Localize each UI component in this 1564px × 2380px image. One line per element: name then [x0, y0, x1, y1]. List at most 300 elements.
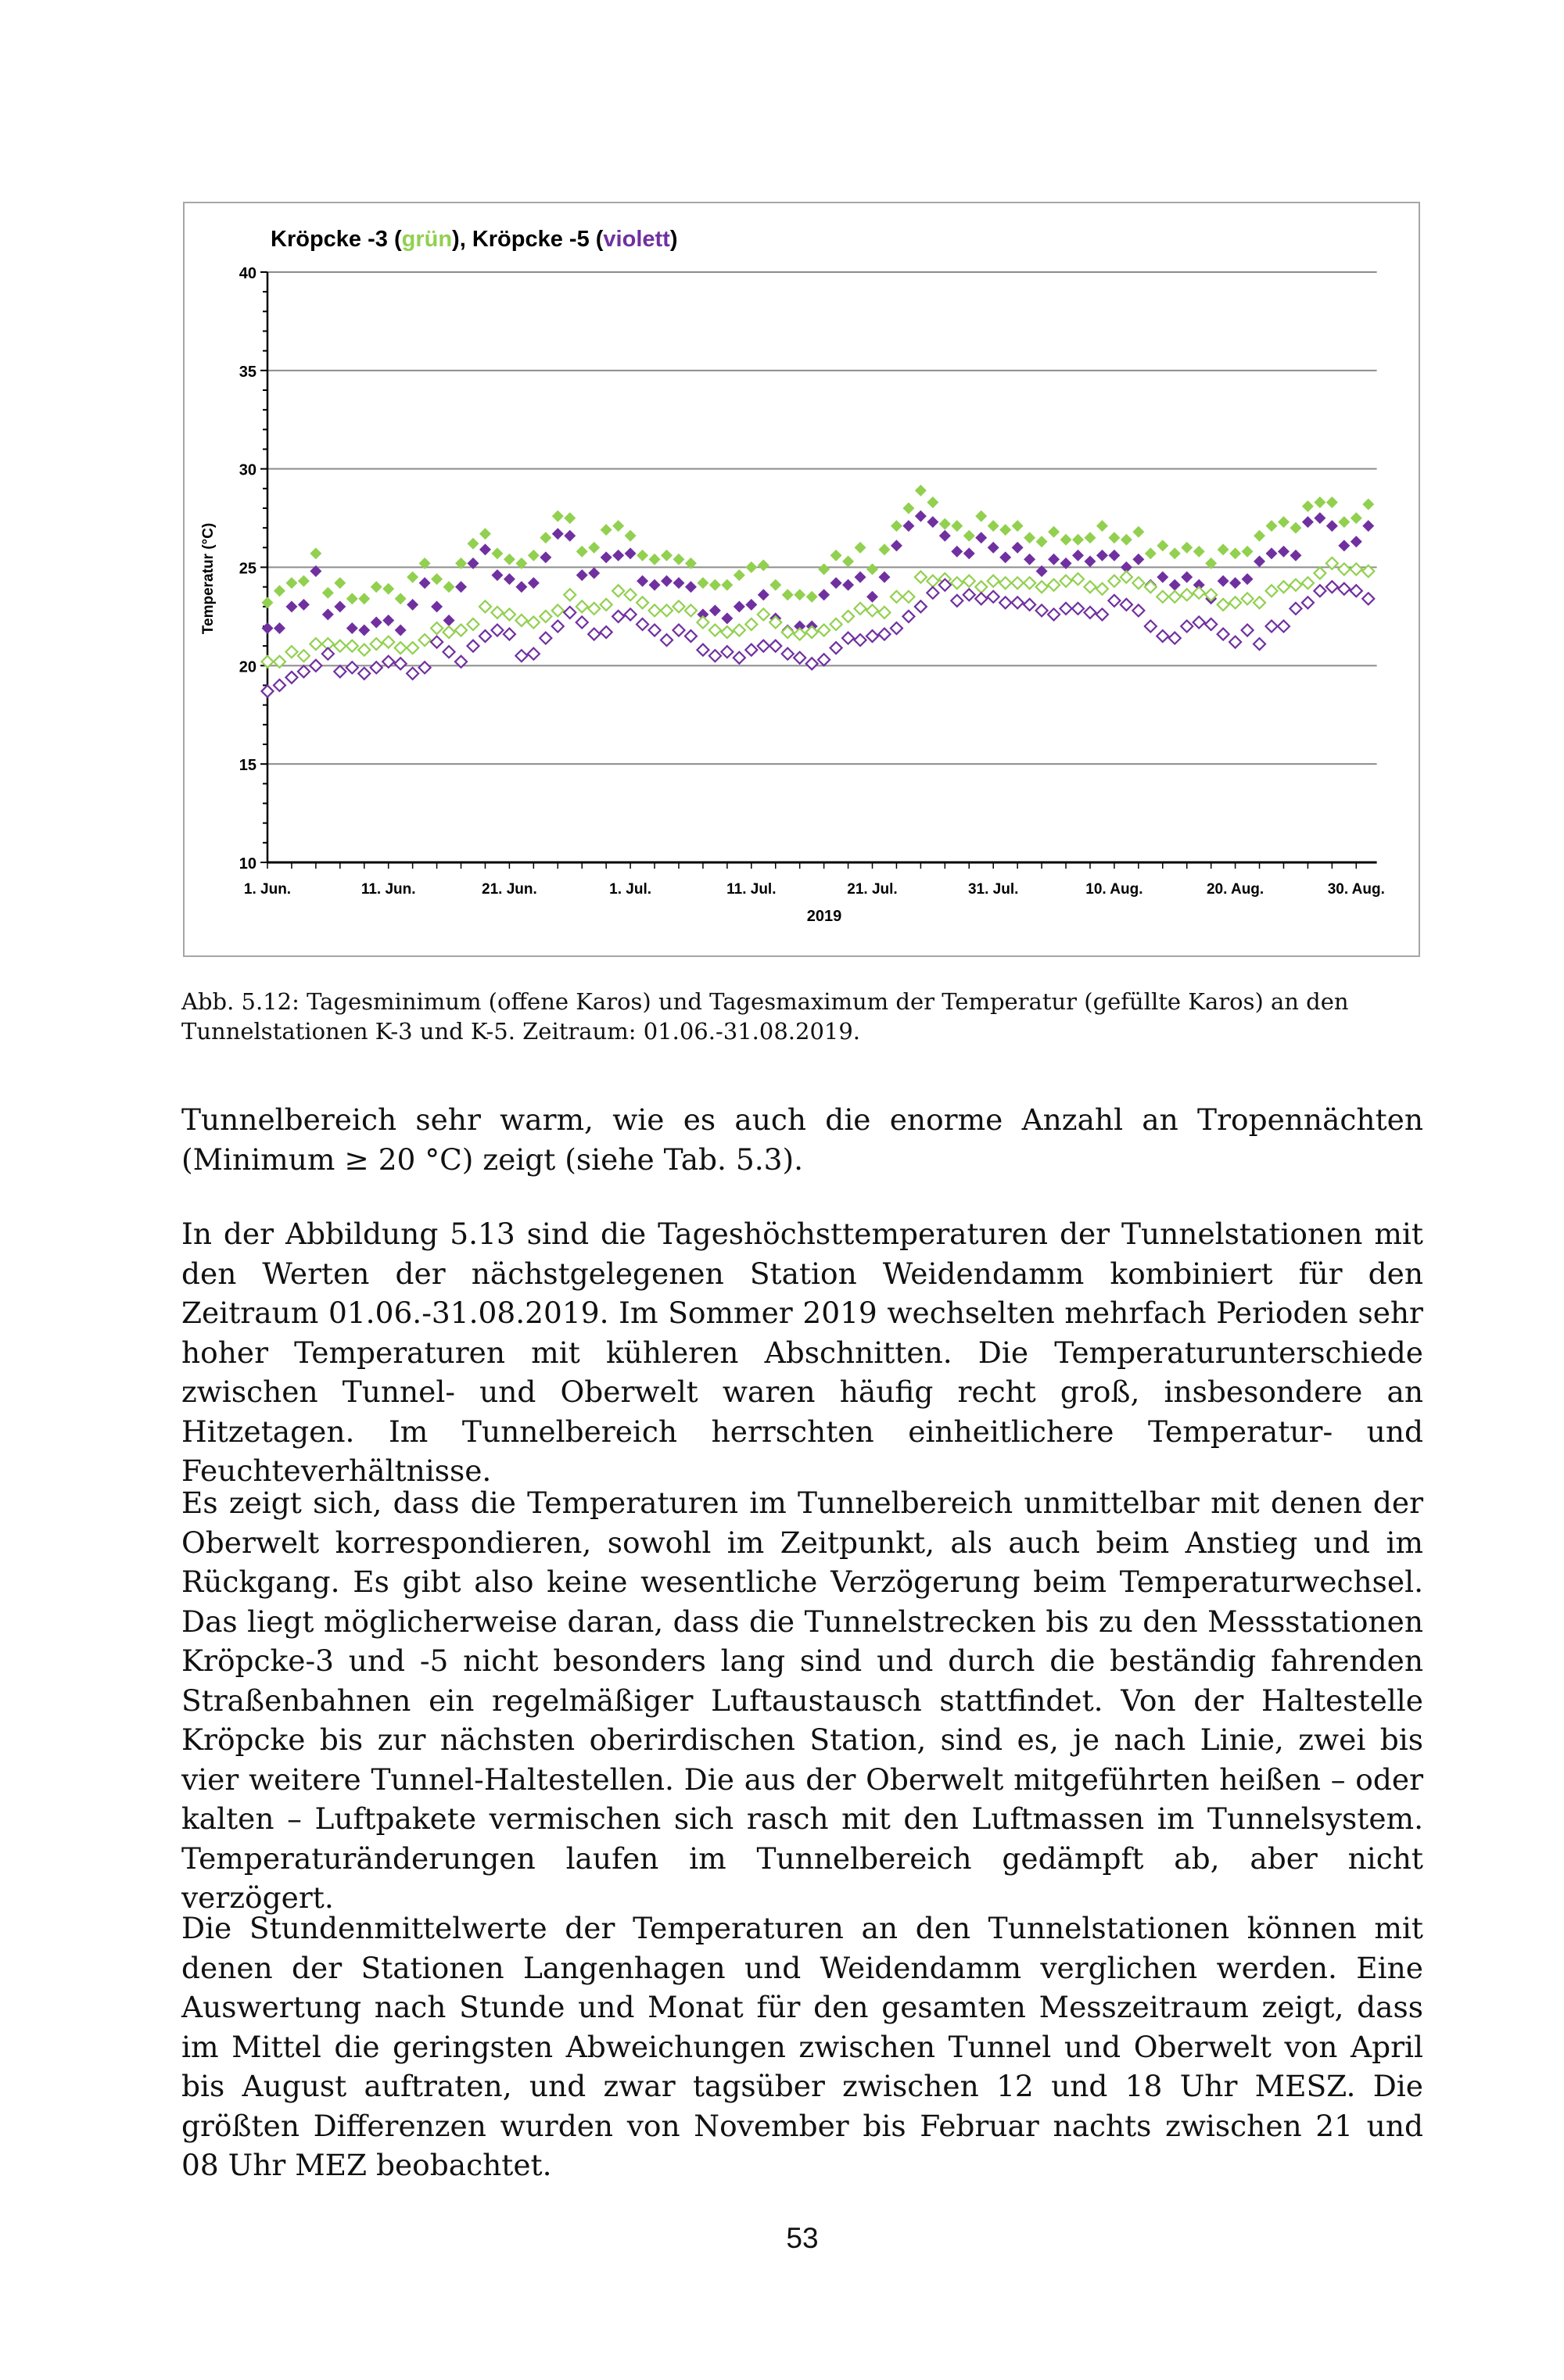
data-point-diamond: [637, 597, 648, 608]
data-point-diamond: [745, 618, 757, 630]
data-point-diamond: [685, 581, 697, 593]
data-point-diamond: [395, 642, 407, 654]
data-point-diamond: [685, 604, 697, 616]
data-point-diamond: [322, 587, 334, 599]
data-point-diamond: [782, 589, 794, 600]
data-point-diamond: [1072, 603, 1084, 615]
data-point-diamond: [1278, 546, 1290, 557]
data-point-diamond: [479, 630, 491, 642]
data-point-diamond: [649, 554, 661, 565]
figure-chart: [183, 202, 1420, 957]
data-point-diamond: [794, 589, 805, 600]
data-point-diamond: [975, 581, 987, 593]
y-tick-label: 20: [239, 658, 256, 676]
data-point-diamond: [649, 579, 661, 591]
data-point-diamond: [467, 538, 479, 550]
data-point-diamond: [673, 600, 684, 612]
data-point-diamond: [1205, 618, 1217, 630]
data-point-diamond: [661, 634, 673, 646]
data-point-diamond: [951, 546, 963, 557]
data-point-diamond: [734, 652, 745, 664]
data-point-diamond: [1072, 534, 1084, 546]
data-point-diamond: [407, 642, 418, 654]
data-point-diamond: [1036, 536, 1048, 547]
data-point-diamond: [552, 528, 564, 539]
data-point-diamond: [1302, 516, 1314, 528]
data-point-diamond: [1108, 550, 1120, 561]
data-point-diamond: [576, 600, 588, 612]
data-point-diamond: [479, 543, 491, 555]
data-point-diamond: [1181, 572, 1193, 583]
data-point-diamond: [939, 530, 951, 542]
data-point-diamond: [902, 503, 914, 514]
data-point-diamond: [1048, 526, 1060, 538]
data-point-diamond: [1338, 564, 1350, 575]
x-tick-label: 1. Jul.: [609, 881, 652, 898]
y-axis-label: Temperatur (°C): [200, 522, 217, 635]
data-point-diamond: [1218, 629, 1229, 640]
data-point-diamond: [504, 573, 515, 585]
data-point-diamond: [1218, 575, 1229, 587]
data-point-diamond: [310, 660, 321, 672]
data-point-diamond: [564, 589, 576, 600]
data-point-diamond: [745, 599, 757, 611]
data-point-diamond: [371, 581, 382, 593]
data-point-diamond: [1351, 512, 1362, 524]
data-point-diamond: [1242, 546, 1254, 557]
data-point-diamond: [1132, 604, 1144, 616]
data-point-diamond: [1145, 547, 1157, 559]
data-point-diamond: [951, 520, 963, 532]
data-point-diamond: [1351, 585, 1362, 597]
data-point-diamond: [855, 634, 866, 646]
y-tick-label: 25: [239, 560, 256, 578]
data-point-diamond: [601, 626, 612, 638]
data-point-diamond: [1084, 555, 1096, 567]
data-point-diamond: [1084, 581, 1096, 593]
data-point-diamond: [528, 648, 540, 660]
data-point-diamond: [637, 618, 648, 630]
data-point-diamond: [745, 644, 757, 656]
data-point-diamond: [709, 579, 721, 591]
data-point-diamond: [407, 572, 418, 583]
temperature-scatter-chart: [185, 203, 1419, 955]
data-point-diamond: [1278, 581, 1290, 593]
data-point-diamond: [346, 640, 358, 652]
data-point-diamond: [334, 600, 346, 612]
data-point-diamond: [1121, 534, 1132, 546]
data-point-diamond: [1024, 599, 1035, 611]
data-point-diamond: [1338, 539, 1350, 551]
data-point-diamond: [322, 608, 334, 620]
chart-title-part: ): [669, 227, 678, 252]
data-point-diamond: [1060, 603, 1072, 615]
data-point-diamond: [673, 554, 684, 565]
data-point-diamond: [794, 629, 805, 640]
data-point-diamond: [891, 520, 902, 532]
x-tick-label: 1. Jun.: [243, 881, 292, 898]
data-point-diamond: [1229, 597, 1241, 608]
data-point-diamond: [1048, 579, 1060, 591]
data-point-diamond: [564, 607, 576, 618]
data-point-diamond: [443, 646, 455, 658]
data-point-diamond: [999, 524, 1011, 536]
data-point-diamond: [612, 611, 624, 622]
y-tick-label: 15: [239, 757, 256, 775]
series-max-k5: [262, 511, 1375, 636]
data-point-diamond: [637, 575, 648, 587]
data-point-diamond: [1132, 554, 1144, 565]
data-point-diamond: [830, 618, 842, 630]
data-point-diamond: [1302, 500, 1314, 512]
data-point-diamond: [443, 581, 455, 593]
paragraph: In der Abbildung 5.13 sind die Tageshöchsttemperaturen der Tunnelstationen mit den Werten der nächstgelegenen Station Weidendamm kombiniert für den Zeitraum 01.06.-31.08.2019. Im Sommer 2019 wechselten mehrfach Perioden sehr hoher Temperaturen mit kühleren Abschnitten. Die Temperaturunterschiede zwischen Tunnel- und Oberwelt waren häufig recht groß, insbesondere an Hitzetagen. Im Tunnelbereich herrschten einheitlichere Temperatur- und Feuchteverhältnisse.: [181, 1217, 1423, 1488]
data-point-diamond: [1169, 633, 1181, 644]
data-point-diamond: [1314, 512, 1325, 524]
data-point-diamond: [673, 625, 684, 636]
data-point-diamond: [552, 621, 564, 633]
data-point-diamond: [758, 559, 769, 571]
data-point-diamond: [382, 583, 394, 595]
x-tick-label: 11. Jul.: [726, 881, 777, 898]
data-point-diamond: [878, 543, 890, 555]
data-point-diamond: [588, 542, 600, 554]
data-point-diamond: [1024, 577, 1035, 589]
data-point-diamond: [1169, 591, 1181, 603]
data-point-diamond: [709, 625, 721, 636]
data-point-diamond: [709, 604, 721, 616]
data-point-diamond: [915, 572, 927, 583]
data-point-diamond: [902, 591, 914, 603]
data-point-diamond: [721, 612, 733, 624]
data-point-diamond: [878, 572, 890, 583]
data-point-diamond: [818, 625, 830, 636]
data-point-diamond: [1218, 599, 1229, 611]
data-point-diamond: [842, 555, 854, 567]
data-point-diamond: [1096, 520, 1108, 532]
data-point-diamond: [1326, 581, 1338, 593]
data-point-diamond: [274, 679, 285, 691]
data-point-diamond: [661, 550, 673, 561]
data-point-diamond: [1242, 625, 1254, 636]
data-point-diamond: [540, 633, 551, 644]
data-point-diamond: [963, 575, 975, 587]
data-point-diamond: [1108, 575, 1120, 587]
data-point-diamond: [769, 579, 781, 591]
data-point-diamond: [576, 569, 588, 581]
data-point-diamond: [455, 581, 467, 593]
data-point-diamond: [382, 636, 394, 648]
x-tick-label: 20. Aug.: [1206, 881, 1264, 898]
data-point-diamond: [1314, 496, 1325, 508]
data-point-diamond: [285, 646, 297, 658]
data-point-diamond: [1290, 550, 1301, 561]
data-point-diamond: [1290, 522, 1301, 534]
data-point-diamond: [274, 585, 285, 597]
data-point-diamond: [540, 611, 551, 622]
data-point-diamond: [1193, 546, 1205, 557]
data-point-diamond: [1229, 636, 1241, 648]
data-point-diamond: [1096, 583, 1108, 595]
data-point-diamond: [1036, 581, 1048, 593]
data-point-diamond: [601, 551, 612, 563]
data-point-diamond: [939, 518, 951, 530]
data-point-diamond: [479, 600, 491, 612]
data-point-diamond: [479, 528, 491, 539]
data-point-diamond: [1193, 616, 1205, 628]
data-point-diamond: [1024, 554, 1035, 565]
data-point-diamond: [515, 581, 527, 593]
data-point-diamond: [1254, 638, 1265, 650]
data-point-diamond: [734, 569, 745, 581]
data-point-diamond: [1302, 577, 1314, 589]
data-point-diamond: [576, 616, 588, 628]
data-point-diamond: [431, 636, 443, 648]
data-point-diamond: [491, 625, 503, 636]
data-point-diamond: [758, 589, 769, 600]
paragraph: Es zeigt sich, dass die Temperaturen im Tunnelbereich unmittelbar mit denen der Oberwelt korrespondieren, sowohl im Zeitpunkt, als auch beim Anstieg und im Rückgang. Es gibt also keine wesentliche Verzögerung beim Temperaturwechsel. Das liegt möglicherweise daran, dass die Tunnelstrecken bis zu den Messstationen Kröpcke-3 und -5 nicht besonders lang sind und durch die beständig fahrenden Straßenbahnen ein regelmäßiger Luftaustausch stattfindet. Von der Haltestelle Kröpcke bis zur nächsten oberirdischen Station, sind es, je nach Linie, zwei bis vier weitere Tunnel-Haltestellen. Die aus der Oberwelt mitgeführten heißen – oder kalten – Luftpakete vermischen sich rasch mit den Luftmassen im Tunnelsystem. Temperaturänderungen laufen im Tunnelbereich gedämpft ab, aber nicht verzögert.: [181, 1486, 1423, 1915]
data-point-diamond: [1024, 532, 1035, 543]
data-point-diamond: [734, 625, 745, 636]
data-point-diamond: [999, 551, 1011, 563]
data-point-diamond: [709, 650, 721, 661]
data-point-diamond: [395, 658, 407, 669]
data-point-diamond: [1012, 577, 1024, 589]
data-point-diamond: [1157, 591, 1168, 603]
data-point-diamond: [431, 573, 443, 585]
series-min-k3: [262, 557, 1375, 668]
data-point-diamond: [358, 593, 370, 604]
data-point-diamond: [721, 646, 733, 658]
data-point-diamond: [649, 625, 661, 636]
data-point-diamond: [1145, 581, 1157, 593]
data-point-diamond: [963, 530, 975, 542]
data-point-diamond: [915, 485, 927, 496]
data-point-diamond: [866, 564, 878, 575]
data-point-diamond: [999, 597, 1011, 608]
data-point-diamond: [915, 511, 927, 522]
data-point-diamond: [866, 604, 878, 616]
x-tick-label: 21. Jul.: [847, 881, 898, 898]
data-point-diamond: [963, 547, 975, 559]
data-point-diamond: [346, 622, 358, 634]
data-point-diamond: [1157, 630, 1168, 642]
data-point-diamond: [999, 577, 1011, 589]
figure-caption: [181, 987, 1425, 1046]
data-point-diamond: [612, 550, 624, 561]
data-point-diamond: [891, 539, 902, 551]
data-point-diamond: [915, 600, 927, 612]
data-point-diamond: [552, 511, 564, 522]
y-tick-label: 10: [239, 855, 256, 873]
data-point-diamond: [310, 638, 321, 650]
data-point-diamond: [891, 622, 902, 634]
data-point-diamond: [1278, 516, 1290, 528]
data-point-diamond: [395, 625, 407, 636]
data-point-diamond: [855, 603, 866, 615]
data-point-diamond: [1314, 585, 1325, 597]
paragraph: Die Stundenmittelwerte der Temperaturen an den Tunnelstationen können mit denen der Stationen Langenhagen und Weidendamm verglichen werden. Eine Auswertung nach Stunde und Monat für den gesamten Messzeitraum zeigt, dass im Mittel die geringsten Abweichungen zwischen Tunnel und Oberwelt von April bis August auftraten, und zwar tagsüber zwischen 12 und 18 Uhr MESZ. Die größten Differenzen wurden von November bis Februar nachts zwischen 21 und 08 Uhr MEZ beobachtet.: [181, 1911, 1423, 2182]
x-tick-label: 21. Jun.: [482, 881, 537, 898]
data-point-diamond: [1048, 608, 1060, 620]
data-point-diamond: [1145, 621, 1157, 633]
data-point-diamond: [1290, 579, 1301, 591]
data-point-diamond: [1326, 496, 1338, 508]
data-point-diamond: [1036, 604, 1048, 616]
data-point-diamond: [298, 575, 310, 587]
data-point-diamond: [1121, 599, 1132, 611]
data-point-diamond: [842, 579, 854, 591]
data-point-diamond: [1048, 554, 1060, 565]
data-point-diamond: [371, 616, 382, 628]
data-point-diamond: [927, 575, 938, 587]
data-point-diamond: [855, 542, 866, 554]
data-point-diamond: [1193, 587, 1205, 599]
data-point-diamond: [1254, 597, 1265, 608]
data-point-diamond: [866, 591, 878, 603]
data-point-diamond: [866, 630, 878, 642]
data-point-diamond: [1254, 530, 1265, 542]
data-point-diamond: [528, 577, 540, 589]
data-point-diamond: [334, 665, 346, 677]
data-point-diamond: [830, 550, 842, 561]
data-point-diamond: [745, 561, 757, 573]
data-point-diamond: [1108, 532, 1120, 543]
data-point-diamond: [504, 608, 515, 620]
data-point-diamond: [988, 542, 999, 554]
data-point-diamond: [625, 547, 637, 559]
data-point-diamond: [1266, 520, 1278, 532]
data-point-diamond: [576, 546, 588, 557]
data-point-diamond: [818, 589, 830, 600]
data-point-diamond: [988, 520, 999, 532]
data-point-diamond: [794, 652, 805, 664]
data-point-diamond: [419, 661, 431, 673]
data-point-diamond: [637, 550, 648, 561]
data-point-diamond: [806, 591, 818, 603]
data-point-diamond: [878, 629, 890, 640]
series-max-k3: [262, 485, 1375, 608]
data-point-diamond: [1242, 593, 1254, 604]
data-point-diamond: [1072, 573, 1084, 585]
data-point-diamond: [371, 638, 382, 650]
data-point-diamond: [431, 600, 443, 612]
data-point-diamond: [491, 547, 503, 559]
data-point-diamond: [1060, 575, 1072, 587]
data-point-diamond: [1181, 542, 1193, 554]
data-point-diamond: [1242, 573, 1254, 585]
data-point-diamond: [842, 633, 854, 644]
axes: [239, 265, 1385, 898]
gridlines: [267, 272, 1377, 764]
data-point-diamond: [625, 589, 637, 600]
data-point-diamond: [1229, 577, 1241, 589]
data-point-diamond: [855, 572, 866, 583]
data-point-diamond: [588, 629, 600, 640]
data-point-diamond: [285, 672, 297, 683]
chart-title: [271, 227, 678, 252]
data-point-diamond: [1254, 555, 1265, 567]
data-point-diamond: [951, 577, 963, 589]
data-point-diamond: [1084, 532, 1096, 543]
data-point-diamond: [1108, 595, 1120, 607]
data-point-diamond: [1060, 534, 1072, 546]
data-point-diamond: [540, 532, 551, 543]
data-point-diamond: [902, 611, 914, 622]
data-point-diamond: [395, 593, 407, 604]
data-point-diamond: [407, 668, 418, 679]
data-point-diamond: [1169, 547, 1181, 559]
data-point-diamond: [1096, 550, 1108, 561]
data-point-diamond: [721, 579, 733, 591]
data-point-diamond: [842, 611, 854, 622]
data-point-diamond: [515, 650, 527, 661]
data-point-diamond: [528, 616, 540, 628]
data-point-diamond: [504, 629, 515, 640]
data-point-diamond: [1121, 572, 1132, 583]
data-point-diamond: [1084, 607, 1096, 618]
data-point-diamond: [685, 630, 697, 642]
data-point-diamond: [975, 511, 987, 522]
data-point-diamond: [467, 640, 479, 652]
data-point-diamond: [346, 661, 358, 673]
data-point-diamond: [927, 587, 938, 599]
data-point-diamond: [358, 668, 370, 679]
data-point-diamond: [443, 615, 455, 626]
data-point-diamond: [322, 648, 334, 660]
data-point-diamond: [1229, 547, 1241, 559]
data-point-diamond: [1012, 597, 1024, 608]
data-point-diamond: [588, 603, 600, 615]
data-point-diamond: [262, 622, 274, 634]
data-point-diamond: [758, 640, 769, 652]
data-point-diamond: [1132, 577, 1144, 589]
data-point-diamond: [878, 607, 890, 618]
data-point-diamond: [1157, 572, 1168, 583]
y-tick-label: 35: [239, 363, 256, 381]
data-point-diamond: [1338, 516, 1350, 528]
chart-title-violet: violett: [603, 227, 670, 252]
data-point-diamond: [298, 599, 310, 611]
data-point-diamond: [697, 577, 708, 589]
data-point-diamond: [382, 615, 394, 626]
data-point-diamond: [661, 604, 673, 616]
data-point-diamond: [540, 551, 551, 563]
data-point-diamond: [1362, 520, 1374, 532]
caption-line: Tunnelstationen K-3 und K-5. Zeitraum: 01.06.-31.08.2019.: [181, 1018, 861, 1045]
data-point-diamond: [782, 648, 794, 660]
page-number: 53: [786, 2222, 819, 2254]
data-point-diamond: [612, 520, 624, 532]
data-point-diamond: [697, 616, 708, 628]
data-point-diamond: [975, 593, 987, 604]
data-point-diamond: [564, 512, 576, 524]
data-point-diamond: [1351, 564, 1362, 575]
data-point-diamond: [298, 665, 310, 677]
data-point-diamond: [431, 622, 443, 634]
data-point-diamond: [1072, 550, 1084, 561]
data-point-diamond: [358, 644, 370, 656]
data-point-diamond: [1012, 542, 1024, 554]
data-point-diamond: [902, 520, 914, 532]
data-point-diamond: [673, 577, 684, 589]
data-point-diamond: [491, 569, 503, 581]
x-axis-label: 2019: [806, 908, 842, 925]
data-point-diamond: [1290, 603, 1301, 615]
data-point-diamond: [1326, 520, 1338, 532]
data-point-diamond: [346, 593, 358, 604]
data-point-diamond: [285, 600, 297, 612]
